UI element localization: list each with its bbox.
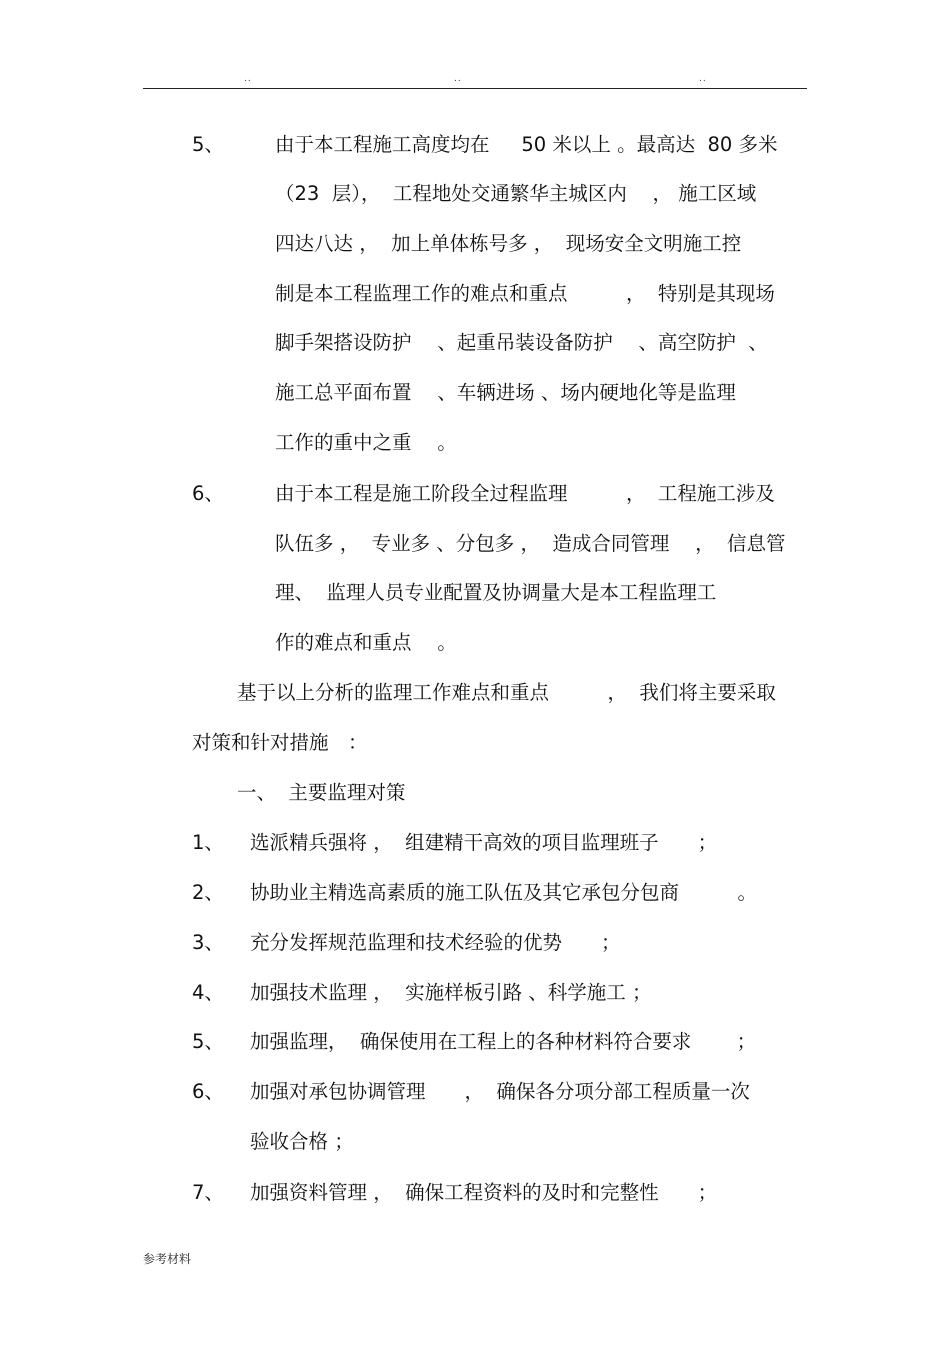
measure-line: 选派精兵强将 ， 组建精干高效的项目监理班子 ；	[250, 831, 718, 854]
measure-line: 验收合格 ；	[250, 1130, 354, 1153]
measure-number: 7、	[192, 1181, 224, 1204]
header-dot-1: ..	[244, 74, 252, 84]
measure-line: 加强监理， 确保使用在工程上的各种材料符合要求 ；	[250, 1030, 757, 1053]
measure-number: 5、	[192, 1030, 224, 1053]
item-line: 由于本工程是施工阶段全过程监理 ， 工程施工涉及	[275, 482, 775, 505]
measure-line: 协助业主精选高素质的施工队伍及其它承包分包商 。	[250, 881, 758, 904]
item-line: 四达八达 ， 加上单体栋号多 ， 现场安全文明施工控	[275, 232, 742, 255]
measure-line: 加强对承包协调管理 ， 确保各分项分部工程质量一次	[250, 1080, 750, 1103]
item-line: （23 层）， 工程地处交通繁华主城区内 ， 施工区域	[275, 182, 757, 205]
section-heading: 一、 主要监理对策	[237, 781, 406, 804]
measure-number: 4、	[192, 981, 224, 1004]
item-number: 6、	[192, 482, 224, 505]
item-line: 由于本工程施工高度均在 50 米以上 。最高达 80 多米	[275, 133, 778, 156]
paragraph-line: 基于以上分析的监理工作难点和重点 ， 我们将主要采取	[237, 681, 776, 704]
item-number: 5、	[192, 133, 224, 156]
header-dot-2: ..	[454, 74, 462, 84]
paragraph-line: 对策和针对措施 ：	[192, 731, 368, 754]
header-rule	[143, 88, 807, 89]
measure-line: 充分发挥规范监理和技术经验的优势 ；	[250, 931, 621, 954]
item-line: 队伍多 ， 专业多 、分包多 ， 造成合同管理 ， 信息管	[275, 532, 786, 555]
measure-number: 1、	[192, 831, 224, 854]
measure-number: 3、	[192, 931, 224, 954]
measure-line: 加强资料管理 ， 确保工程资料的及时和完整性 ；	[250, 1181, 718, 1204]
footer-label: 参考材料	[143, 1252, 192, 1266]
header-dot-3: ..	[699, 74, 707, 84]
item-line: 理、 监理人员专业配置及协调量大是本工程监理工	[275, 581, 717, 604]
item-line: 制是本工程监理工作的难点和重点 ， 特别是其现场	[275, 282, 775, 305]
item-line: 工作的重中之重 。	[275, 431, 457, 454]
measure-line: 加强技术监理 ， 实施样板引路 、科学施工 ；	[250, 981, 652, 1004]
item-line: 作的难点和重点 。	[275, 631, 457, 654]
measure-number: 2、	[192, 881, 224, 904]
item-line: 脚手架搭设防护 、起重吊装设备防护 、高空防护 、	[275, 331, 768, 354]
item-line: 施工总平面布置 、车辆进场 、场内硬地化等是监理	[275, 381, 736, 404]
measure-number: 6、	[192, 1080, 224, 1103]
